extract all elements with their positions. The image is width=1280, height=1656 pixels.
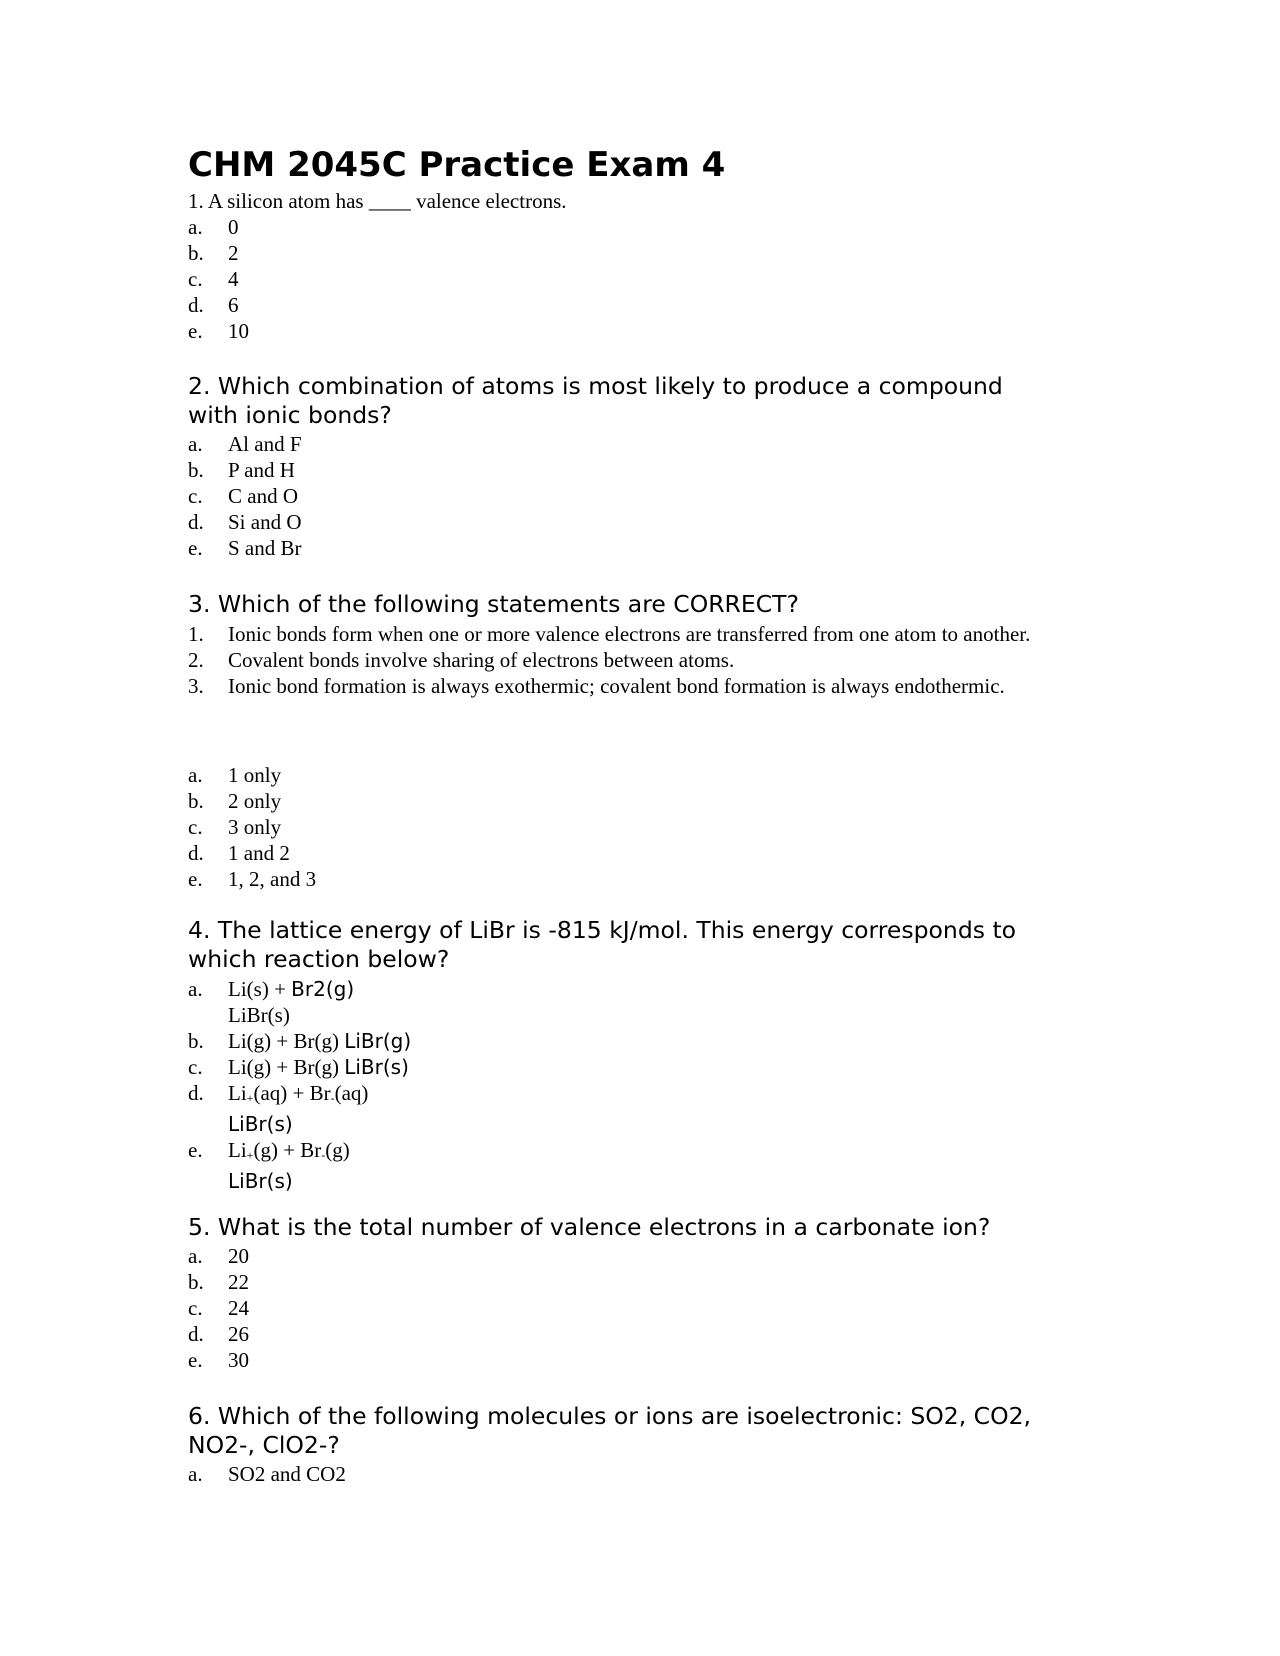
q5-choice-b bbox=[188, 1269, 1088, 1295]
choice-label: a. bbox=[188, 763, 203, 787]
choice-text: Si and O bbox=[228, 510, 302, 534]
reaction-text bbox=[228, 1028, 411, 1054]
choice-label: d. bbox=[188, 510, 204, 534]
q1-choice-c bbox=[188, 266, 1088, 292]
question-1-stem: 1. A silicon atom has ____ valence electrons. bbox=[188, 189, 567, 213]
q3-statement-3 bbox=[188, 673, 1068, 699]
reactant-states: (g) + Br bbox=[253, 1138, 322, 1162]
choice-label: b. bbox=[188, 1270, 204, 1294]
choice-text: 4 bbox=[228, 267, 239, 291]
q4-choice-a bbox=[188, 976, 1088, 1028]
question-2-stem: 2. Which combination of atoms is most likely to produce a compound with ionic bonds? bbox=[188, 372, 1003, 429]
product: LiBr(s) bbox=[228, 1112, 293, 1136]
choice-label: a. bbox=[188, 977, 203, 1001]
choice-label: c. bbox=[188, 267, 203, 291]
question-5-choices bbox=[188, 1243, 1088, 1373]
question-2-choices bbox=[188, 431, 1088, 561]
choice-text: 1 only bbox=[228, 763, 282, 787]
choice-label: c. bbox=[188, 1055, 203, 1079]
statement-label: 2. bbox=[188, 648, 204, 672]
q4-choice-c bbox=[188, 1054, 1088, 1080]
bromide-state: (aq) bbox=[334, 1081, 369, 1105]
q1-choice-e bbox=[188, 318, 1088, 344]
choice-text: Al and F bbox=[228, 432, 302, 456]
q4-choice-b bbox=[188, 1028, 1088, 1054]
choice-label: b. bbox=[188, 241, 204, 265]
q2-choice-c bbox=[188, 483, 1088, 509]
question-4-stem: 4. The lattice energy of LiBr is -815 kJ/mol. This energy corresponds to which reaction below? bbox=[188, 916, 1017, 973]
choice-text: 24 bbox=[228, 1296, 249, 1320]
q3-choice-e bbox=[188, 866, 1088, 892]
q1-choice-a bbox=[188, 214, 1088, 240]
q4-choice-e bbox=[188, 1137, 1088, 1194]
reactant-bromine: Br2(g) bbox=[291, 977, 355, 1001]
q6-choice-a bbox=[188, 1461, 1088, 1487]
product: LiBr(s) bbox=[228, 1003, 290, 1027]
choice-label: b. bbox=[188, 458, 204, 482]
choice-label: e. bbox=[188, 867, 203, 891]
lithium-charge: + bbox=[246, 1091, 254, 1105]
choice-label: b. bbox=[188, 789, 204, 813]
bromide-state: (g) bbox=[325, 1138, 350, 1162]
statement-text: Ionic bonds form when one or more valence electrons are transferred from one atom to another. bbox=[228, 622, 1031, 646]
choice-text: P and H bbox=[228, 458, 295, 482]
statement-label: 3. bbox=[188, 674, 204, 698]
choice-label: e. bbox=[188, 1138, 203, 1162]
q4-choice-d bbox=[188, 1080, 1088, 1137]
q5-choice-a bbox=[188, 1243, 1088, 1269]
q2-choice-e bbox=[188, 535, 1088, 561]
choice-text: 2 only bbox=[228, 789, 282, 813]
choice-text: 1 and 2 bbox=[228, 841, 290, 865]
choice-label: e. bbox=[188, 536, 203, 560]
q3-choice-b bbox=[188, 788, 1088, 814]
q2-choice-a bbox=[188, 431, 1088, 457]
bromide-charge: - bbox=[330, 1091, 335, 1105]
statement-text: Covalent bonds involve sharing of electrons between atoms. bbox=[228, 648, 735, 672]
reactant-states: (aq) + Br bbox=[253, 1081, 331, 1105]
choice-label: c. bbox=[188, 484, 203, 508]
choice-text: 1, 2, and 3 bbox=[228, 867, 317, 891]
choice-text: 6 bbox=[228, 293, 239, 317]
q3-choice-c bbox=[188, 814, 1088, 840]
choice-label: e. bbox=[188, 319, 203, 343]
question-6-choices bbox=[188, 1461, 1088, 1487]
choice-label: d. bbox=[188, 841, 204, 865]
exam-title: CHM 2045C Practice Exam 4 bbox=[188, 145, 726, 185]
choice-text: 22 bbox=[228, 1270, 249, 1294]
q5-choice-c bbox=[188, 1295, 1088, 1321]
choice-text: C and O bbox=[228, 484, 298, 508]
choice-label: d. bbox=[188, 1322, 204, 1346]
q3-statement-2 bbox=[188, 647, 1068, 673]
lithium: Li bbox=[228, 1081, 247, 1105]
statement-text: Ionic bond formation is always exothermic; covalent bond formation is always endothermic. bbox=[228, 674, 1005, 698]
q5-choice-d bbox=[188, 1321, 1088, 1347]
question-4-choices bbox=[188, 976, 1088, 1194]
lithium: Li bbox=[228, 1138, 247, 1162]
choice-label: d. bbox=[188, 1081, 204, 1105]
choice-text: 3 only bbox=[228, 815, 282, 839]
choice-label: a. bbox=[188, 432, 203, 456]
reaction-text bbox=[228, 1137, 350, 1194]
reaction-text bbox=[228, 976, 354, 1028]
question-6-stem: 6. Which of the following molecules or ions are isoelectronic: SO2, CO2, NO2-, ClO2-? bbox=[188, 1402, 1031, 1459]
question-5-stem: 5. What is the total number of valence electrons in a carbonate ion? bbox=[188, 1213, 991, 1241]
q1-choice-b bbox=[188, 240, 1088, 266]
reactants: Li(g) + Br(g) bbox=[228, 1029, 345, 1053]
question-3-statements bbox=[188, 621, 1068, 699]
choice-label: a. bbox=[188, 1462, 203, 1486]
question-3-stem: 3. Which of the following statements are CORRECT? bbox=[188, 590, 799, 618]
q1-choice-d bbox=[188, 292, 1088, 318]
choice-label: c. bbox=[188, 1296, 203, 1320]
product: LiBr(s) bbox=[228, 1169, 293, 1193]
q3-choice-a bbox=[188, 762, 1088, 788]
q2-choice-d bbox=[188, 509, 1088, 535]
reaction-text bbox=[228, 1080, 368, 1137]
question-1-choices bbox=[188, 214, 1088, 344]
choice-text: 30 bbox=[228, 1348, 249, 1372]
choice-text: SO2 and CO2 bbox=[228, 1462, 346, 1486]
choice-label: b. bbox=[188, 1029, 204, 1053]
choice-text: 20 bbox=[228, 1244, 249, 1268]
reactants: Li(g) + Br(g) bbox=[228, 1055, 345, 1079]
statement-label: 1. bbox=[188, 622, 204, 646]
reactants: Li(s) + bbox=[228, 977, 292, 1001]
question-3-choices bbox=[188, 762, 1088, 892]
choice-text: 10 bbox=[228, 319, 249, 343]
choice-text: 2 bbox=[228, 241, 239, 265]
reaction-text bbox=[228, 1054, 409, 1080]
q3-choice-d bbox=[188, 840, 1088, 866]
choice-text: 26 bbox=[228, 1322, 249, 1346]
choice-label: c. bbox=[188, 815, 203, 839]
choice-label: d. bbox=[188, 293, 204, 317]
product: LiBr(s) bbox=[344, 1055, 409, 1079]
product: LiBr(g) bbox=[344, 1029, 412, 1053]
q3-statement-1 bbox=[188, 621, 1068, 647]
bromide-charge: - bbox=[321, 1148, 326, 1162]
choice-label: a. bbox=[188, 215, 203, 239]
choice-text: 0 bbox=[228, 215, 239, 239]
q2-choice-b bbox=[188, 457, 1088, 483]
q5-choice-e bbox=[188, 1347, 1088, 1373]
lithium-charge: + bbox=[246, 1148, 254, 1162]
choice-text: S and Br bbox=[228, 536, 302, 560]
choice-label: e. bbox=[188, 1348, 203, 1372]
choice-label: a. bbox=[188, 1244, 203, 1268]
